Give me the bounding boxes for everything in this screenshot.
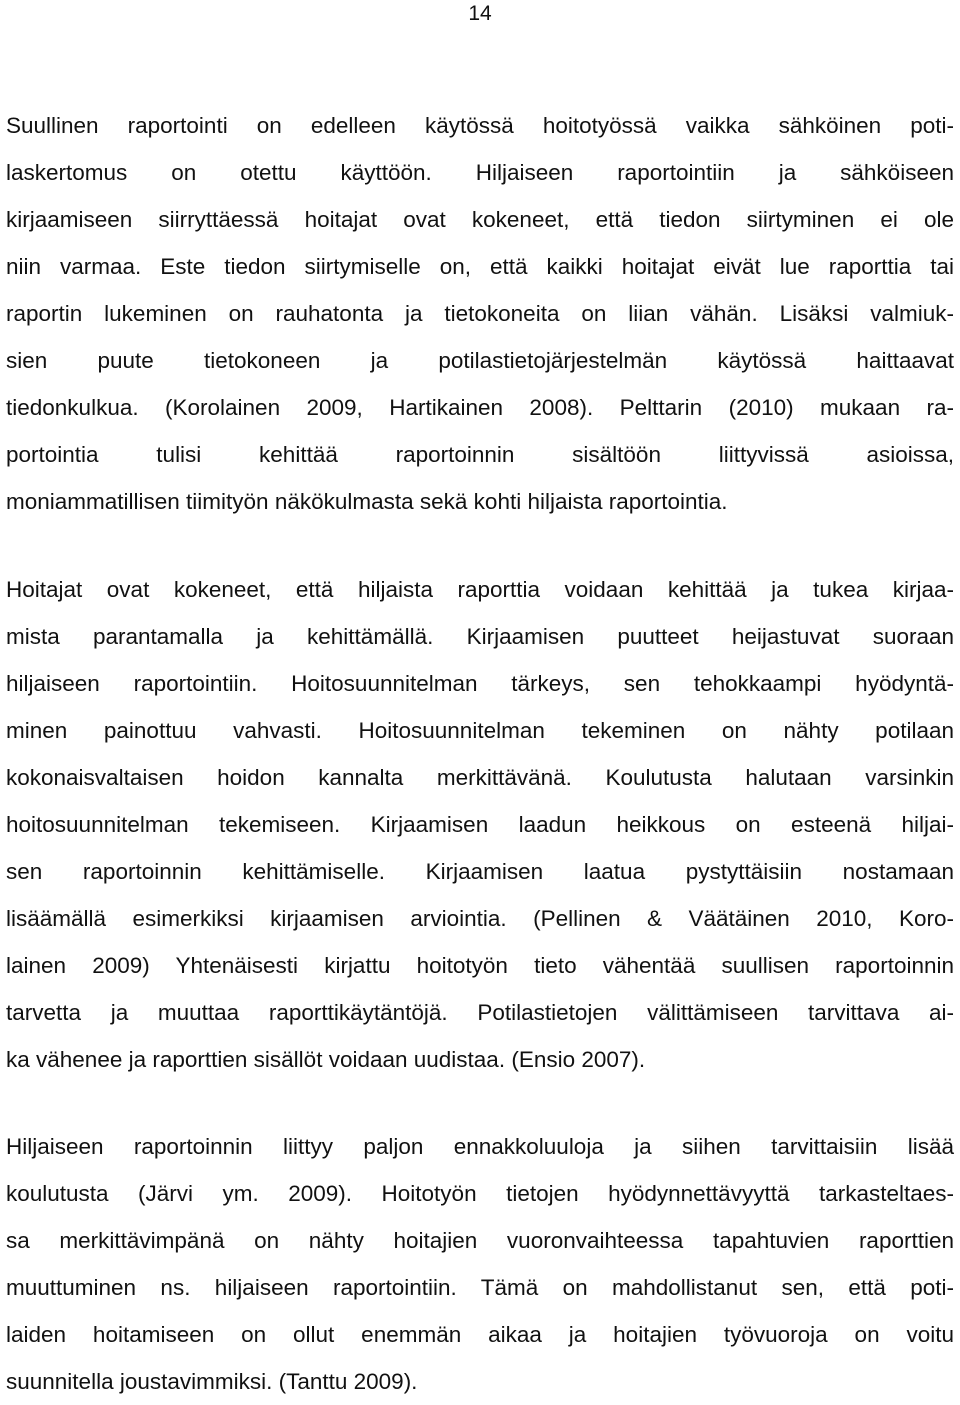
text-line: tarvetta ja muuttaa raporttikäytäntöjä. Potilastietojen välittämiseen tarvittava ai- [6, 1000, 954, 1025]
text-line: sen raportoinnin kehittämiselle. Kirjaamisen laatua pystyttäisiin nostamaan [6, 859, 954, 884]
text-line: sa merkittävimpänä on nähty hoitajien vuoronvaihteessa tapahtuvien raporttien [6, 1228, 954, 1253]
text-line: laskertomus on otettu käyttöön. Hiljaiseen raportointiin ja sähköiseen [6, 160, 954, 185]
text-line: minen painottuu vahvasti. Hoitosuunnitelman tekeminen on nähty potilaan [6, 718, 954, 743]
text-line: raportin lukeminen on rauhatonta ja tietokoneita on liian vähän. Lisäksi valmiuk- [6, 301, 954, 326]
text-line: ka vähenee ja raporttien sisällöt voidaan uudistaa. (Ensio 2007). [6, 1047, 646, 1072]
page-number: 14 [468, 2, 492, 25]
text-line: portointia tulisi kehittää raportoinnin sisältöön liittyvissä asioissa, [6, 442, 954, 467]
text-line: kirjaamiseen siirryttäessä hoitajat ovat kokeneet, että tiedon siirtyminen ei ole [6, 207, 954, 232]
text-line: sien puute tietokoneen ja potilastietojärjestelmän käytössä haittaavat [6, 348, 954, 373]
text-line: hiljaiseen raportointiin. Hoitosuunnitelman tärkeys, sen tehokkaampi hyödyntä- [6, 671, 954, 696]
text-line: muuttuminen ns. hiljaiseen raportointiin. Tämä on mahdollistanut sen, että poti- [6, 1275, 954, 1300]
paragraph [6, 102, 954, 525]
text-line: Suullinen raportointi on edelleen käytössä hoitotyössä vaikka sähköinen poti- [6, 113, 954, 138]
text-line: hoitosuunnitelman tekemiseen. Kirjaamisen laadun heikkous on esteenä hiljai- [6, 812, 954, 837]
text-line: mista parantamalla ja kehittämällä. Kirjaamisen puutteet heijastuvat suoraan [6, 624, 954, 649]
text-line: niin varmaa. Este tiedon siirtymiselle on, että kaikki hoitajat eivät lue raporttia tai [6, 254, 954, 279]
text-line: lainen 2009) Yhtenäisesti kirjattu hoitotyön tieto vähentää suullisen raportoinnin [6, 953, 954, 978]
text-line: moniammatillisen tiimityön näkökulmasta sekä kohti hiljaista raportointia. [6, 489, 728, 514]
text-line: Hiljaiseen raportoinnin liittyy paljon ennakkoluuloja ja siihen tarvittaisiin lisää [6, 1134, 954, 1159]
text-line: lisäämällä esimerkiksi kirjaamisen arviointia. (Pellinen & Väätäinen 2010, Koro- [6, 906, 954, 931]
text-line: kokonaisvaltaisen hoidon kannalta merkittävänä. Koulutusta halutaan varsinkin [6, 765, 954, 790]
paragraph [6, 1123, 954, 1405]
text-line: Hoitajat ovat kokeneet, että hiljaista raporttia voidaan kehittää ja tukea kirjaa- [6, 577, 954, 602]
text-line: tiedonkulkua. (Korolainen 2009, Hartikainen 2008). Pelttarin (2010) mukaan ra- [6, 395, 954, 420]
text-line: suunnitella joustavimmiksi. (Tanttu 2009). [6, 1369, 418, 1394]
text-line: laiden hoitamiseen on ollut enemmän aikaa ja hoitajien työvuoroja on voitu [6, 1322, 954, 1347]
text-line: koulutusta (Järvi ym. 2009). Hoitotyön tietojen hyödynnettävyyttä tarkasteltaes- [6, 1181, 954, 1206]
paragraph [6, 566, 954, 1083]
